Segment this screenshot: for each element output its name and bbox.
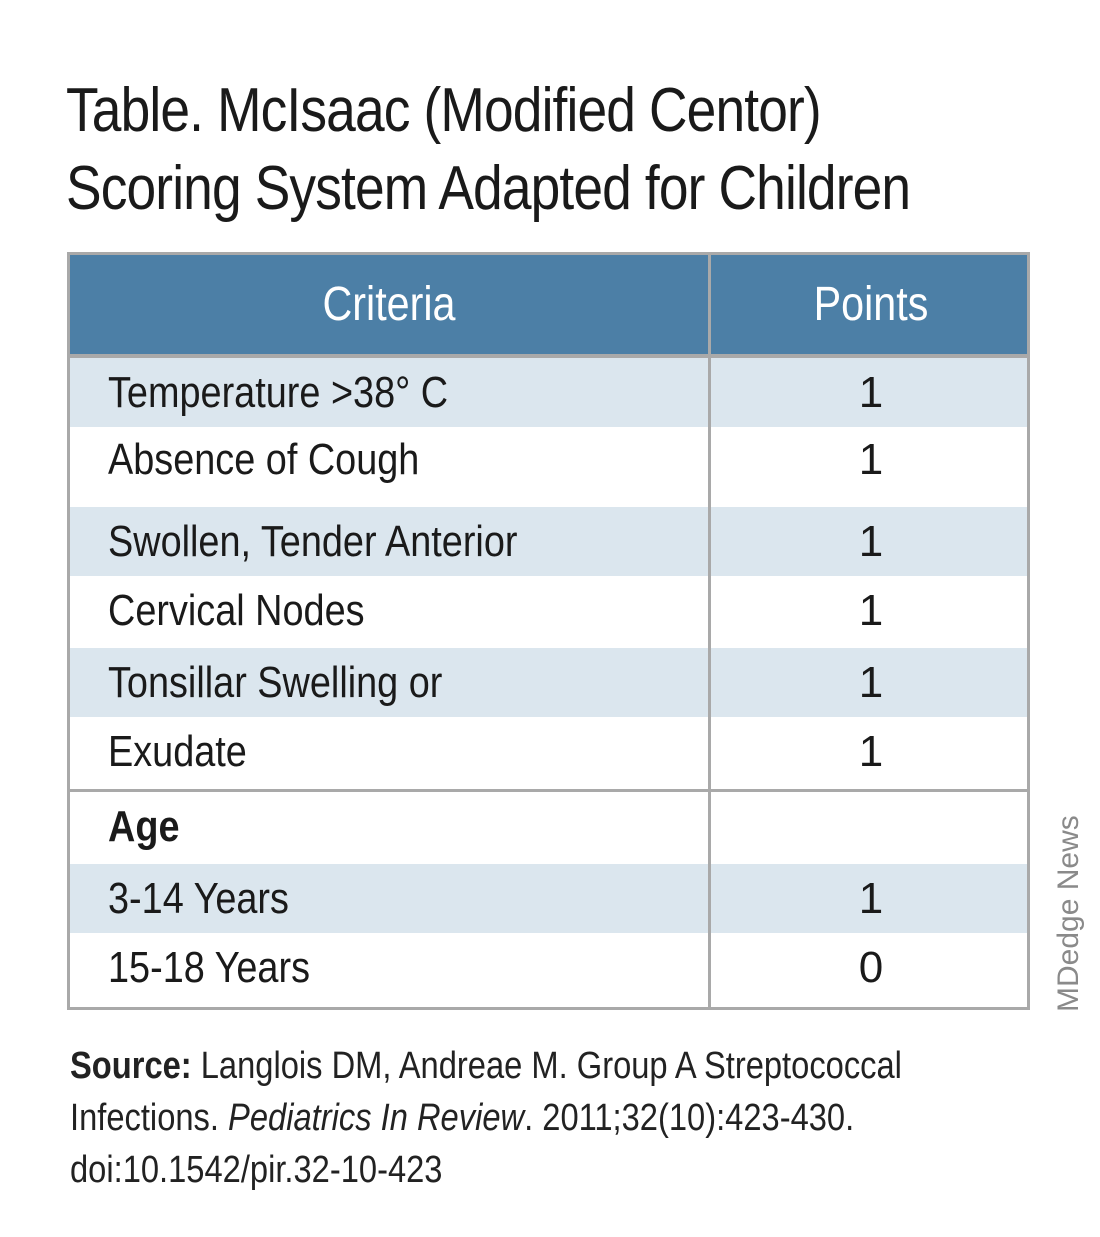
row-criteria: Swollen, Tender Anterior — [108, 517, 518, 566]
row-points: 1 — [858, 368, 884, 417]
row-criteria: 15-18 Years — [108, 943, 310, 992]
table-row — [70, 358, 1027, 427]
table-row — [70, 717, 1027, 786]
row-criteria: Temperature >38° C — [108, 368, 449, 417]
table-header — [70, 255, 1027, 358]
table-row — [70, 576, 1027, 645]
header-points: Points — [813, 278, 929, 331]
table-row — [70, 507, 1027, 576]
source-label: Source: — [70, 1045, 192, 1087]
table-row — [70, 648, 1027, 717]
age-section-heading — [70, 792, 1027, 861]
row-points: 1 — [858, 727, 884, 776]
row-points: 0 — [858, 943, 884, 992]
column-divider — [708, 255, 711, 1007]
source-text-before: Langlois DM, Andreae M. Group A Streptococcal Infections. — [70, 1045, 902, 1139]
table-row — [70, 933, 1027, 1002]
mdedge-watermark: MDedge News — [1052, 815, 1085, 1012]
table-row — [70, 864, 1027, 933]
header-criteria: Criteria — [322, 278, 456, 331]
source-journal: Pediatrics In Review — [228, 1097, 525, 1139]
source-citation — [70, 1040, 930, 1196]
row-points: 1 — [858, 517, 884, 566]
table-title — [66, 72, 917, 228]
age-label: Age — [108, 802, 180, 851]
table-row — [70, 435, 1027, 510]
source-text-after: . 2011;32(10):423-430. doi:10.1542/pir.32-10-423 — [70, 1097, 855, 1191]
row-criteria: Exudate — [108, 727, 247, 776]
row-points: 1 — [858, 586, 884, 635]
row-points: 1 — [858, 435, 884, 484]
title-line-1: Table. McIsaac (Modified Centor) — [66, 76, 821, 145]
title-line-2: Scoring System Adapted for Children — [66, 154, 911, 223]
row-points: 1 — [858, 874, 884, 923]
row-criteria: Tonsillar Swelling or — [108, 658, 443, 707]
row-points: 1 — [858, 658, 884, 707]
row-criteria: Absence of Cough — [108, 435, 420, 484]
scoring-table — [67, 252, 1030, 1010]
row-criteria: 3-14 Years — [108, 874, 289, 923]
row-criteria: Cervical Nodes — [108, 586, 365, 635]
